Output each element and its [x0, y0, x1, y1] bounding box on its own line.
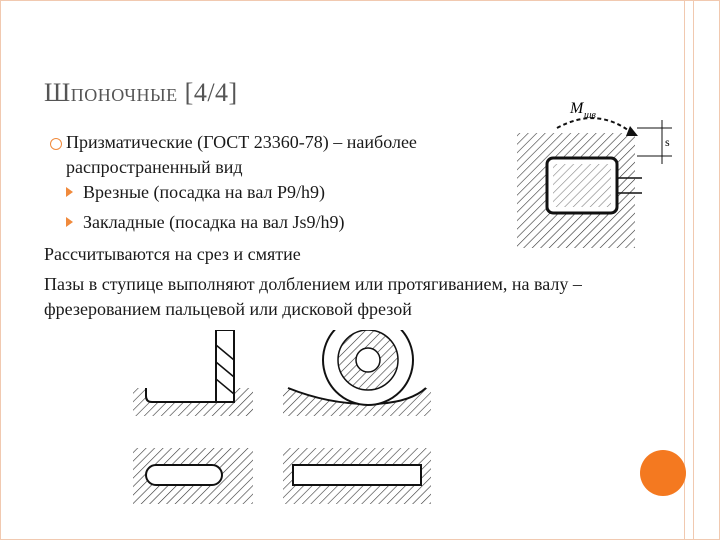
- milling-figure: [128, 330, 458, 520]
- shear-line: Рассчитываются на срез и смятие: [44, 244, 301, 264]
- accent-bar: [684, 0, 694, 540]
- main-bullet-text: [66, 130, 516, 180]
- triangle-bullet-icon: [66, 217, 73, 227]
- sub-item-slotted: [66, 180, 325, 205]
- torque-label: M: [570, 100, 584, 117]
- decorative-orange-circle: [640, 450, 686, 496]
- key-section-figure: [512, 98, 682, 248]
- paragraph: Пазы в ступице выполняют долблением или протягиванием, на валу – фрезерованием пальцевой или дисковой фрезой: [44, 274, 582, 319]
- main-bullet-line1: Призматические (ГОСТ 23360-78) – наиболее: [66, 132, 417, 152]
- sub-item-label: Закладные (посадка на вал Js9/h9): [83, 212, 345, 232]
- sub-item-inserted: [66, 210, 345, 235]
- dimension-label: s: [665, 135, 670, 149]
- main-bullet-line2: распространенный вид: [66, 157, 243, 177]
- bullet-circle-icon: [50, 138, 62, 150]
- sub-item-label: Врезные (посадка на вал P9/h9): [83, 182, 325, 202]
- torque-subscript: шв: [584, 110, 596, 121]
- triangle-bullet-icon: [66, 187, 73, 197]
- slide-title: Шпоночные [4/4]: [44, 78, 238, 107]
